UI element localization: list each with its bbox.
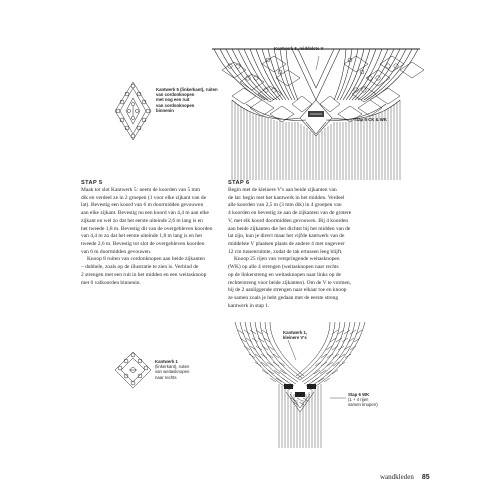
label-kantwerk-5-left: Kantwerk 5 (linkerkant), ruiten van cordonknopen met nog een ruit van cordonknopen binnenin bbox=[156, 87, 218, 113]
step-5-section bbox=[81, 180, 223, 287]
footer-page-number: 85 bbox=[421, 474, 430, 481]
step-5-body: Maak tot slot Kantwerk 5: neem de koorden van 5 mm dik en verdeel ze in 2 groepen (1 voor elke zijkant van de lat). Bevestig een koord van 6 m doormidden gevouwen aan elke zijkant. Bevestig nu een koord van 4,4 m aan elke zijkant en wel zo dat het eerste uiteinde 2,6 m lang is en het tweede 1,8 m. Bevestig dit van de overgebleven koorden van 4,4 m zo dat het eerste uiteinde 1,8 m lang is en het tweede 2,6 m. Bevestig tot slot de overgebleven koorden van 6 m doormidden gevouwen. Knoop 8 ruiten van cordonknopen aan beide zijkanten – dubbele, zoals op de illustratie te zien is. Verbind de 2 strengen met een ruit in het midden en een weitasknoop met 6 valkoorden binnenin. bbox=[81, 187, 213, 286]
step-6-body: Begin met de kleinere V's aan beide zijkanten van de lat: begin met het kantwerk in het midden. Verdeel alle koorden van 2,5 m (3 mm dik) in 4 groepen van 4 koorden en bevestig ze aan de zijkanten van de grotere V, met elk koord doormidden gevouwen. Bij 4 koorden aan beide zijkanten die het dichtst bij het midden van de lat zijn, kun je direct maar het vijfde kantwerk van de middelste V plaatsen plaats de andere 4 met ongeveer 12 cm tussenruimte, zodat de tak ertussen leeg blijft. Knoop 25 rijen van verspringende weitasknopen (WK) op alle 4 strengen (weitasknopen naar rechts op de linkerstreng en weitasknopen naar links op de rechterstreng voor beide zijkanten). Om de V te vormen, bij de 2 aanliggende strengen naar elkaar toe en knoop ze samen zoals je hebt gedaan met de eerste streng kantwerk in stap 1. bbox=[228, 187, 352, 309]
footer-chapter-title: wandkleden bbox=[380, 473, 414, 481]
page-footer bbox=[380, 466, 450, 481]
step-6-section bbox=[228, 180, 370, 311]
label-kantwerk-1-small-vs: Kantwerk 1, kleinere V's bbox=[283, 330, 308, 341]
label-stap-5-ck-wk: Stap 5 CK & WK bbox=[354, 117, 387, 122]
label-kantwerk-1-left: Kantwerk 1 (linkerkant), ruiten van weitasknopen naar rechts bbox=[155, 359, 190, 380]
label-kantwerk-5-middle-v: Kantwerk 5, middelste V bbox=[274, 46, 324, 51]
label-stap-6-wk: Stap 6 WK (1 + 4 rijen samen knopen) bbox=[348, 392, 378, 408]
step-5-heading: STAP 5 bbox=[81, 180, 103, 186]
step-6-heading: STAP 6 bbox=[228, 180, 250, 186]
weitasknot-diamond-sample-illustration bbox=[113, 350, 153, 390]
